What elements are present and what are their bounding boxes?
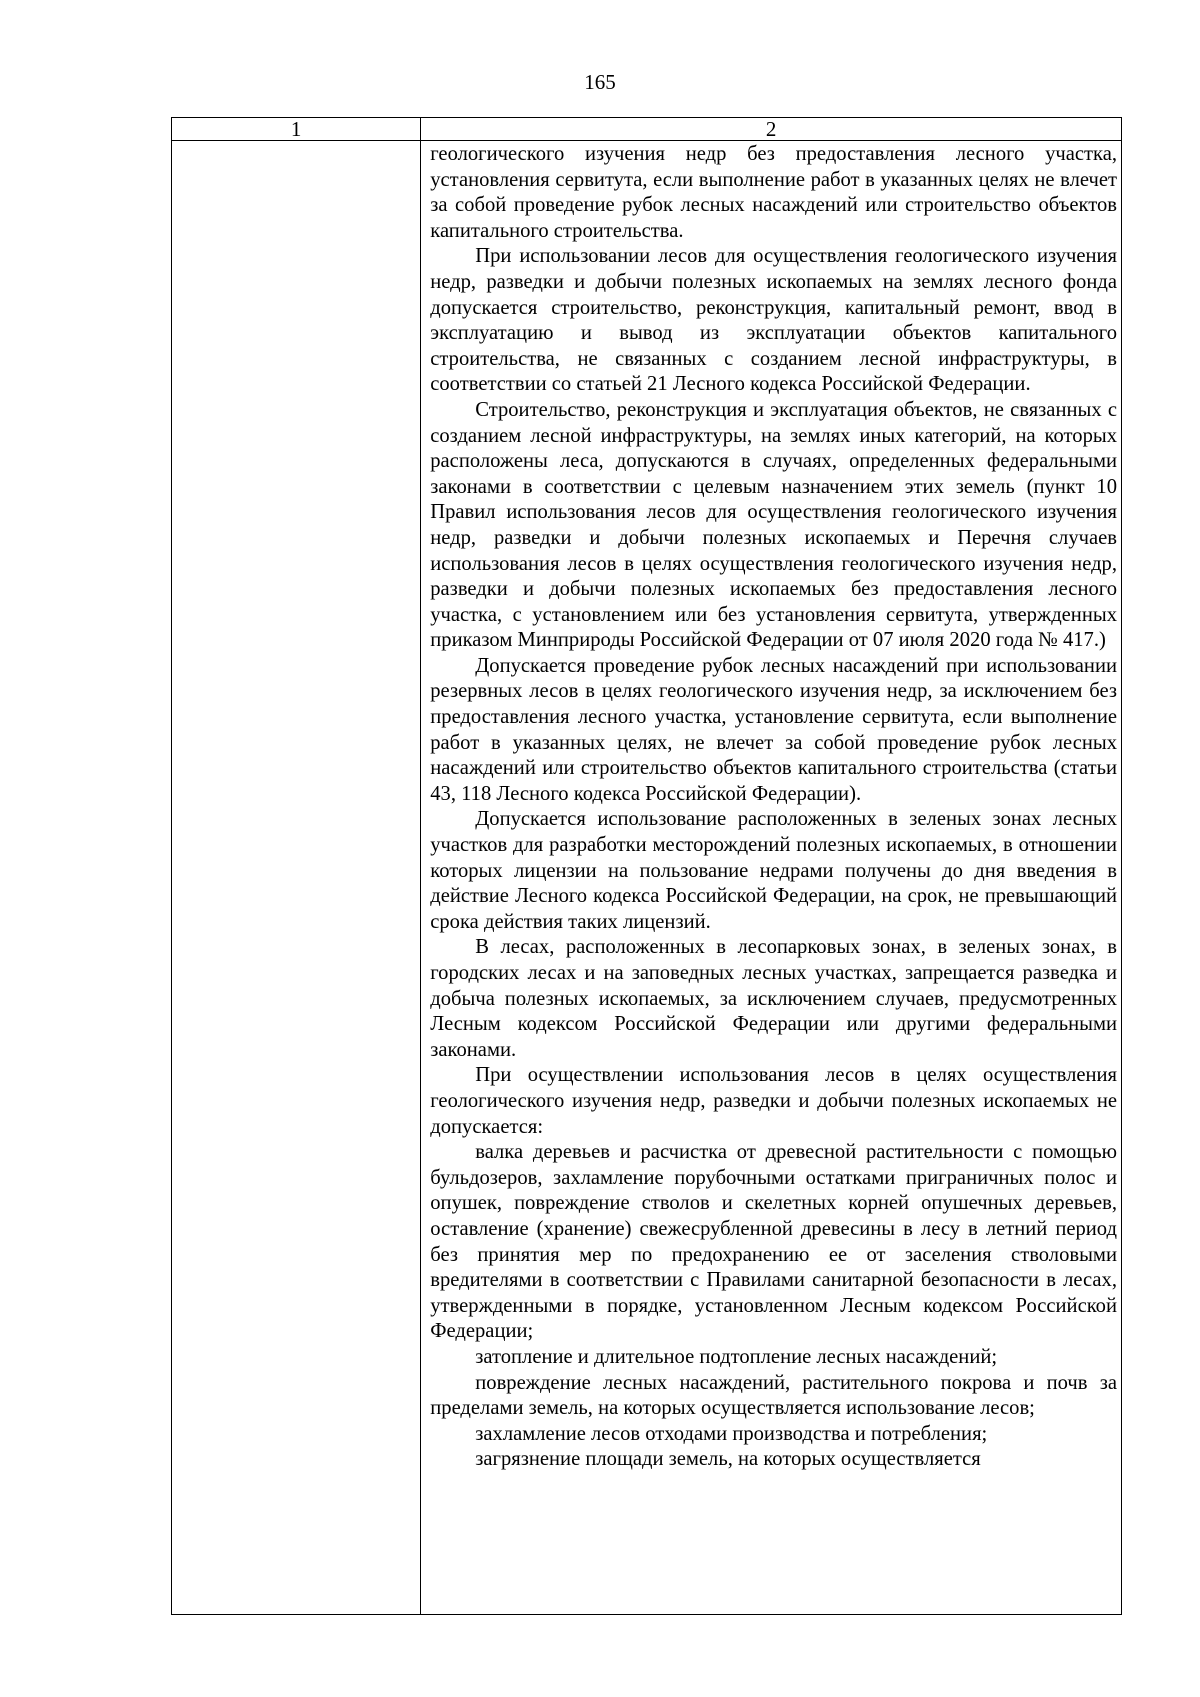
table-row <box>172 141 1122 1615</box>
page-number: 165 <box>584 70 616 94</box>
column-2-cell <box>421 141 1122 1615</box>
cell-text <box>430 142 1117 1473</box>
paragraph: Допускается использование расположенных в зеленых зонах лесных участков для разработки месторождений полезных ископаемых, в отношении которых лицензии на пользование недрами получены до дня введения в действие Лесного кодекса Российской Федерации, на срок, не превышающий срока действия таких лицензий. <box>430 808 1117 933</box>
paragraph: Допускается проведение рубок лесных насаждений при использовании резервных лесов в целях геологического изучения недр, за исключением без предоставления лесного участка, установление сервитута, если выполнение работ в указанных целях, не влечет за собой проведение рубок лесных насаждений или строительство объектов капитального строительства (статьи 43, 118 Лесного кодекса Российской Федерации). <box>430 654 1117 805</box>
paragraph: геологического изучения недр без предоставления лесного участка, установления сервитута, если выполнение работ в указанных целях не влечет за собой проведение рубок лесных насаждений или строительство объектов капитального строительства. <box>430 143 1117 242</box>
list-item: затопление и длительное подтопление лесных насаждений; <box>475 1345 998 1368</box>
column-1-cell <box>172 141 421 1615</box>
list-item: валка деревьев и расчистка от древесной растительности с помощью бульдозеров, захламление порубочными остатками приграничных полос и опушек, повреждение стволов и скелетных корней опушечных деревьев, оставление (хранение) свежесрубленной древесины в лесу в летний период без принятия мер по предохранению ее от заселения стволовыми вредителями в соответствии с Правилами санитарной безопасности в лесах, утвержденными в порядке, установленном Лесным кодексом Российской Федерации; <box>430 1141 1117 1343</box>
column-header-1: 1 <box>172 118 421 141</box>
list-item: захламление лесов отходами производства и потребления; <box>475 1422 988 1445</box>
column-header-2: 2 <box>421 118 1122 141</box>
table-header-row <box>172 118 1122 141</box>
paragraph: При осуществлении использования лесов в целях осуществления геологического изучения недр, разведки и добычи полезных ископаемых не допускается: <box>430 1064 1117 1138</box>
paragraph: Строительство, реконструкция и эксплуатация объектов, не связанных с созданием лесной инфраструктуры, на землях иных категорий, на которых расположены леса, допускаются в случаях, определенных федеральными законами в соответствии с целевым назначением этих земель (пункт 10 Правил использования лесов для осуществления геологического изучения недр, разведки и добычи полезных ископаемых и Перечня случаев использования лесов в целях осуществления геологического изучения недр, разведки и добычи полезных ископаемых без предоставления лесного участка, с установлением или без установления сервитута, утвержденных приказом Минприроды Российской Федерации от 07 июля 2020 года № 417.) <box>430 398 1117 652</box>
paragraph: При использовании лесов для осуществления геологического изучения недр, разведки и добычи полезных ископаемых на землях лесного фонда допускается строительство, реконструкция, капитальный ремонт, ввод в эксплуатацию и вывод из эксплуатации объектов капитального строительства, не связанных с созданием лесной инфраструктуры, в соответствии со статьей 21 Лесного кодекса Российской Федерации. <box>430 245 1117 396</box>
list-item: загрязнение площади земель, на которых осуществляется <box>475 1448 981 1471</box>
document-table <box>171 117 1122 1615</box>
paragraph: В лесах, расположенных в лесопарковых зонах, в зеленых зонах, в городских лесах и на заповедных лесных участках, запрещается разведка и добыча полезных ископаемых, за исключением случаев, предусмотренных Лесным кодексом Российской Федерации или другими федеральными законами. <box>430 936 1117 1061</box>
list-item: повреждение лесных насаждений, растительного покрова и почв за пределами земель, на которых осуществляется использование лесов; <box>430 1371 1117 1420</box>
